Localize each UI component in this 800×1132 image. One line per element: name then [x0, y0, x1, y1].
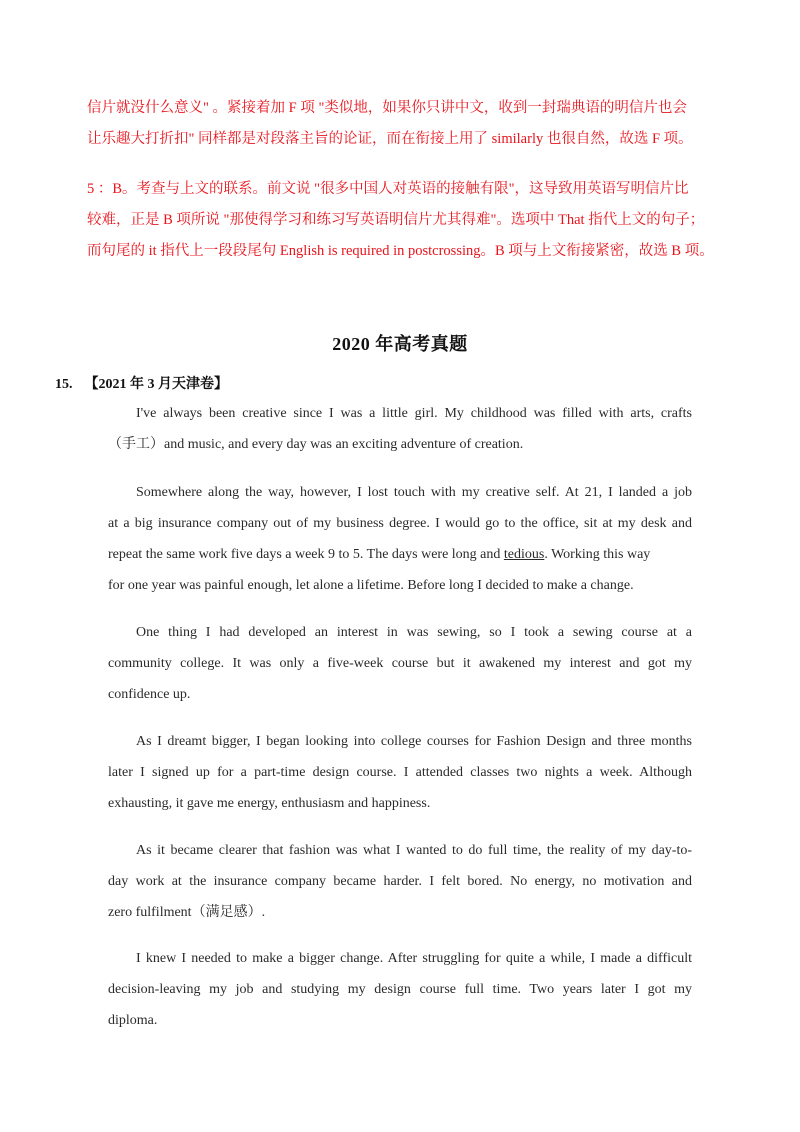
passage-line: for one year was painful enough, let alone a lifetime. Before long I decided to make a change. — [108, 578, 634, 593]
passage-line — [108, 539, 692, 570]
explanation-line: 让乐趣大打折扣" 同样都是对段落主旨的论证，而在衔接上用了 similarly 也很自然，故选 F 项。 — [87, 131, 693, 147]
explanation-line: 信片就没什么意义" 。紧接着加 F 项 "类似地，如果你只讲中文，收到一封瑞典语的明信片也会 — [87, 100, 687, 116]
passage-paragraph-4 — [108, 726, 692, 819]
passage-paragraph-3 — [108, 617, 692, 710]
passage-line: As it became clearer that fashion was what I wanted to do full time, the reality of my day-to- — [136, 843, 692, 858]
explanation-line: 5 ：B。考查与上文的联系。前文说 "很多中国人对英语的接触有限"，这导致用英语写明信片比 — [87, 181, 689, 197]
passage-paragraph-6 — [108, 943, 692, 1036]
explanation-line: 较难，正是 B 项所说 "那使得学习和练习写英语明信片尤其得难"。选项中 That 指代上文的句子； — [87, 212, 705, 228]
passage-line: day work at the insurance company became harder. I felt bored. No energy, no motivation and — [108, 874, 692, 889]
question-source: 【2021 年 3 月天津卷】 — [84, 377, 228, 392]
passage-line: One thing I had developed an interest in was sewing, so I took a sewing course at a — [136, 625, 692, 640]
passage-line: zero fulfilment（满足感）. — [108, 905, 266, 920]
passage-text: . Working this way — [544, 547, 651, 562]
question-header — [55, 373, 228, 393]
passage-line: Somewhere along the way, however, I lost touch with my creative self. At 21, I landed a job — [136, 485, 692, 500]
underlined-word: tedious — [503, 547, 545, 562]
passage-line: at a big insurance company out of my business degree. I would go to the office, sit at my desk and — [108, 516, 692, 531]
passage-line: （手工）and music, and every day was an exciting adventure of creation. — [108, 437, 524, 452]
passage-text: repeat the same work five days a week 9 to 5. The days were long and — [108, 547, 504, 562]
answer-explanation-continued — [87, 93, 727, 155]
answer-explanation-item-5 — [87, 174, 727, 267]
passage-line: decision-leaving my job and studying my design course full time. Two years later I got my — [108, 982, 692, 997]
passage-line: later I signed up for a part-time design course. I attended classes two nights a week. Although — [108, 765, 692, 780]
passage-line: diploma. — [108, 1013, 158, 1028]
question-number: 15. — [55, 377, 73, 392]
passage-line: exhausting, it gave me energy, enthusiasm and happiness. — [108, 796, 431, 811]
passage-paragraph-1 — [108, 398, 692, 460]
passage-paragraph-2 — [108, 477, 692, 601]
passage-line: I've always been creative since I was a little girl. My childhood was filled with arts, crafts — [136, 406, 692, 421]
passage-line: As I dreamt bigger, I began looking into college courses for Fashion Design and three months — [136, 734, 692, 749]
section-title: 2020 年高考真题 — [332, 334, 468, 354]
passage-line: community college. It was only a five-week course but it awakened my interest and got my — [108, 656, 692, 671]
passage-paragraph-5 — [108, 835, 692, 928]
passage-line: confidence up. — [108, 687, 191, 702]
explanation-line: 而句尾的 it 指代上一段段尾句 English is required in postcrossing。B 项与上文衔接紧密，故选 B 项。 — [87, 243, 714, 259]
passage-line: I knew I needed to make a bigger change. After struggling for quite a while, I made a difficult — [136, 951, 692, 966]
